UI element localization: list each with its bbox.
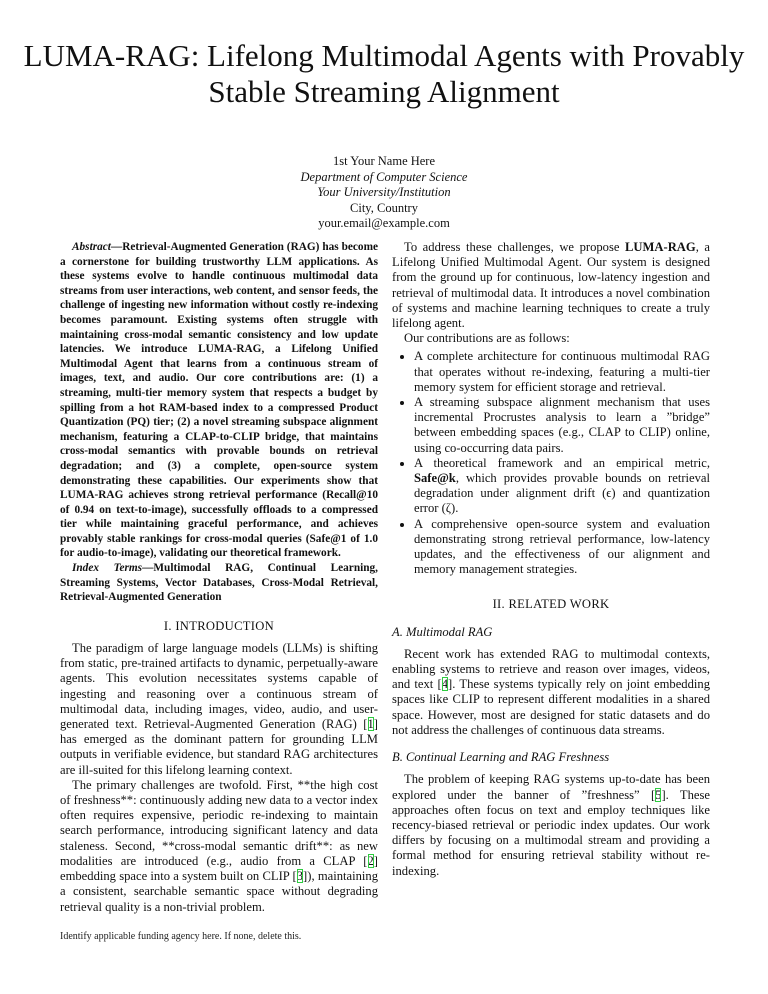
list-item: • A streaming subspace alignment mechanism that uses incremental Procrustes analysis to learn a ”bridge” between embedding spaces (e.g., CLAP to CLIP) online, using co-occurring data pairs. (414, 395, 710, 456)
author-email: your.email@example.com (318, 216, 450, 230)
contributions-intro: Our contributions are as follows: (404, 331, 570, 346)
abstract-text: —Retrieval-Augmented Generation (RAG) has become a cornerstone for building trustworthy LLM applications. As these systems evolve to handle continuous multimodal data streams from user interactions, web content, and sensor feeds, the challenge of ingesting new information without costly re-indexing becomes paramount. Existing systems often struggle with maintaining cross-modal semantic consistency and low update latencies. We introduce LUMA-RAG, a Lifelong Unified Multimodal Agent that learns from a continuous stream of images, text, and audio. Our core contributions are: (1) a streaming, multi-tier memory system that respects a budget by spilling from a hot RAM-based index to a compressed Product Quantization (PQ) tier; (2) a novel streaming subspace alignment mechanism, featuring a CLAP-to-CLIP bridge, that maintains cross-modal semantics with provable bounds on retrieval degradation; and (3) a complete, open-source system demonstrating these capabilities. Our experiments show that LUMA-RAG achieves strong retrieval performance (Recall@10 of 0.94 on text-to-image), successfully offloads to a compressed tier while maintaining graceful performance, and achieves provably stable rankings for cross-modal queries (Safe@1 of 1.0 for audio-to-image), validating our theoretical framework. (60, 241, 378, 560)
index-terms (60, 561, 378, 605)
section-heading-related-work: II. RELATED WORK (492, 597, 610, 612)
list-item: • A theoretical framework and an empirical metric, Safe@k, which provides provable bounds on retrieval degradation under alignment drift (ϵ) and quantization error (ζ). (414, 456, 710, 517)
index-terms-label: Index Terms (72, 562, 143, 575)
section-heading-introduction: I. INTRODUCTION (163, 618, 275, 633)
citation-link[interactable]: 1 (367, 717, 374, 732)
intro-paragraph-3: To address these challenges, we propose LUMA-RAG, a Lifelong Unified Multimodal Agent. Our system is designed from the ground up for continuous, low-latency ingestion and retrieval of multimodal data. It introduces a novel combination of systems and machine learning techniques to create a truly lifelong agent. (392, 240, 710, 331)
citation-link[interactable]: 2 (367, 853, 374, 868)
author-dept: Department of Computer Science (300, 169, 468, 184)
right-column (392, 240, 710, 879)
intro-paragraph-1: The paradigm of large language models (LLMs) is shifting from static, pre-trained artifacts to dynamic, perpetually-aware agents. This evolution necessitates systems capable of ingesting and reasoning over a continuous stream of multimodal data, including images, video, audio, and user-generated text. Retrieval-Augmented Generation (RAG) [1] has emerged as the dominant pattern for grounding LLM outputs in verifiable evidence, but standard RAG architectures are ill-suited for this lifelong learning context. (60, 641, 378, 777)
list-item: • A complete architecture for continuous multimodal RAG that operates without re-indexing, featuring a multi-tier memory system for efficient storage and retrieval. (414, 349, 710, 395)
index-terms-text: —Multimodal RAG, Continual Learning, Streaming Systems, Vector Databases, Cross-Modal Retrieval, Retrieval-Augmented Generation (60, 562, 378, 604)
subsection-heading-multimodal-rag: A. Multimodal RAG (392, 624, 493, 639)
author-institution: Your University/Institution (317, 185, 451, 199)
abstract (60, 240, 378, 561)
abstract-label: Abstract (72, 241, 111, 253)
paper-title: LUMA-RAG: Lifelong Multimodal Agents with Provably Stable Streaming Alignment (23, 38, 745, 109)
subsection-heading-continual-learning: B. Continual Learning and RAG Freshness (392, 750, 610, 765)
author-name: 1st Your Name Here (332, 154, 436, 168)
left-column (60, 240, 378, 943)
citation-link[interactable]: 4 (441, 677, 449, 692)
contributions-list (392, 349, 710, 577)
author-location: City, Country (350, 200, 418, 215)
author-block (0, 154, 768, 232)
list-item: • A comprehensive open-source system and evaluation demonstrating strong retrieval performance, low-latency updates, and the effectiveness of our alignment and memory management strategies. (414, 517, 710, 578)
related-paragraph-a: Recent work has extended RAG to multimodal contexts, enabling systems to retrieve and reason over images, videos, and text [4]. These systems typically rely on joint embedding spaces like CLIP to represent different modalities in a shared space. However, most are designed for static datasets and do not address the challenges of continuous data streams. (392, 646, 710, 737)
citation-link[interactable]: 5 (655, 787, 662, 802)
footnote: Identify applicable funding agency here. If none, delete this. (60, 930, 302, 942)
related-paragraph-b: The problem of keeping RAG systems up-to-date has been explored under the banner of ”freshness” [5]. These approaches often focus on text and employ techniques like recency-biased retrieval or periodic index updates. Our work differs by focusing on a multimodal stream and providing a formal method for ensuring retrieval stability without re-indexing. (392, 772, 711, 878)
citation-link[interactable]: 3 (296, 869, 304, 884)
intro-paragraph-2: The primary challenges are twofold. First, **the high cost of freshness**: continuously adding new data to a vector index often requires expensive, periodic re-indexing to maintain search performance, introducing significant latency and data staleness. Second, **cross-modal semantic drift**: as new modalities are introduced (e.g., audio from a CLAP [2] embedding space into a system built on CLIP [3]), maintaining a consistent, searchable semantic space without degrading retrieval quality is a non-trivial problem. (60, 777, 378, 914)
